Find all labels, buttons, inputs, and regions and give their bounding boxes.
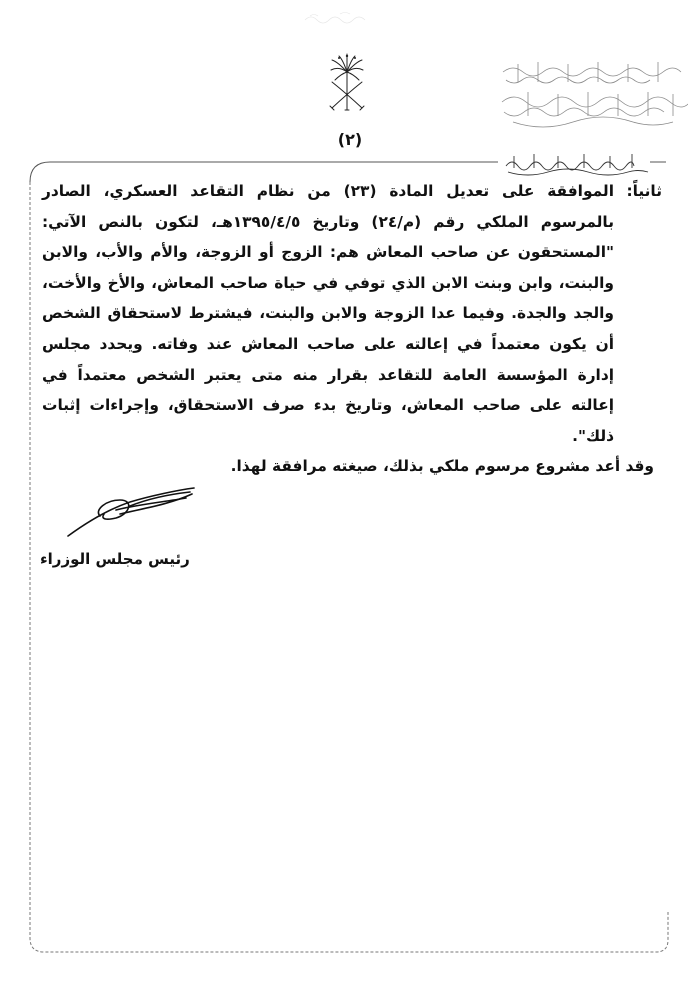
clause-two-text: الموافقة على تعديل المادة (٢٣) من نظام التقاعد العسكري، الصادر بالمرسوم الملكي رقم (م/٢٤) وتاريخ ١٣٩٥/٤/٥هـ، لتكون بالنص الآتي: "المستحقون عن صاحب المعاش هم: الزوج أو الزوجة، والأم والأب، والابن والبنت، وابن وبنت الابن الذي توفي في حياة صاحب المعاش، والأخ والأخت، والجد والجدة. وفيما عدا الزوجة والابن والبنت، فيشترط لاستحقاق الشخص أن يكون معتمداً في إعالته على صاحب المعاش عند وفاته. ويحدد مجلس إدارة المؤسسة العامة للتقاعد بقرار منه متى يعتبر الشخص معتمداً في إعالته على صاحب المعاش، وتاريخ بدء صرف الاستحقاق، وإجراءات إثبات ذلك". [42, 182, 614, 445]
council-calligraphy-logo [498, 52, 688, 142]
signatory-title: رئيس مجلس الوزراء [40, 550, 190, 568]
frame-label-calligraphy [506, 154, 648, 175]
closing-paragraph: وقد أعد مشروع مرسوم ملكي بذلك، صيغته مرافقة لهذا. [230, 457, 654, 476]
document-body [42, 176, 662, 482]
handwritten-signature [60, 480, 200, 540]
faint-top-stamp [300, 8, 380, 28]
clause-lead-label: ثانياً: [626, 182, 662, 200]
clause-two-paragraph [42, 176, 662, 451]
palm-and-swords-emblem-icon [322, 48, 372, 114]
page-number: (٢) [337, 130, 363, 149]
